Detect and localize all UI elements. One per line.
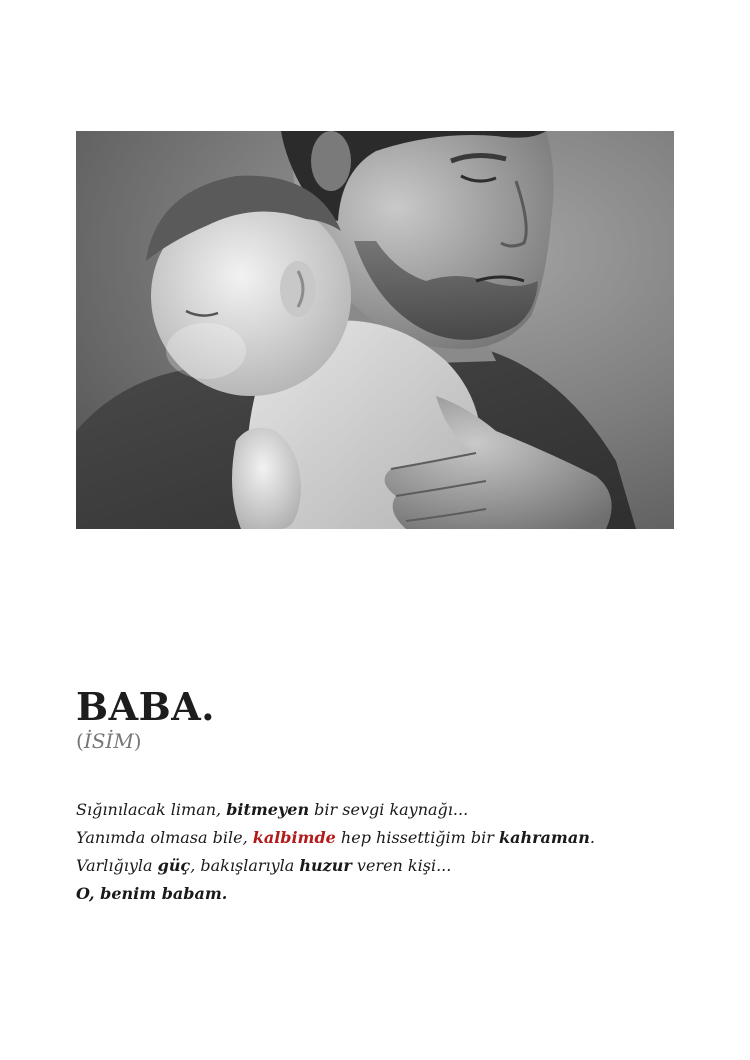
word-class-open-paren: ( (76, 729, 84, 753)
definition-line-1-a: Sığınılacak liman, (76, 800, 227, 819)
definition-text (76, 796, 676, 908)
definition-line-4 (76, 880, 676, 908)
definition-line-3-a: Varlığıyla (76, 856, 158, 875)
definition-line-1-bold: bitmeyen (226, 800, 310, 819)
definition-line-3-e: veren kişi... (351, 856, 452, 875)
definition-line-2-bold: kahraman (499, 828, 590, 847)
definition-line-2-accent: kalbimde (252, 828, 336, 847)
definition-line-2-a: Yanımda olmasa bile, (76, 828, 253, 847)
definition-line-3-bold-1: güç (157, 856, 191, 875)
hero-photo (76, 131, 674, 529)
father-baby-illustration (76, 131, 674, 529)
definition-line-1-c: bir sevgi kaynağı... (309, 800, 469, 819)
word-class-close-paren: ) (133, 729, 142, 753)
word-class-label: İSİM (83, 729, 134, 753)
entry-word: BABA. (76, 684, 215, 729)
word-class (76, 728, 142, 754)
definition-line-3 (76, 852, 676, 880)
definition-line-3-bold-2: huzur (299, 856, 352, 875)
definition-line-2 (76, 824, 676, 852)
definition-line-1 (76, 796, 676, 824)
definition-line-3-c: , bakışlarıyla (190, 856, 300, 875)
definition-line-2-e: . (589, 828, 595, 847)
definition-line-2-c: hep hissettiğim bir (335, 828, 500, 847)
definition-line-4-bold: O, benim babam. (76, 884, 228, 903)
